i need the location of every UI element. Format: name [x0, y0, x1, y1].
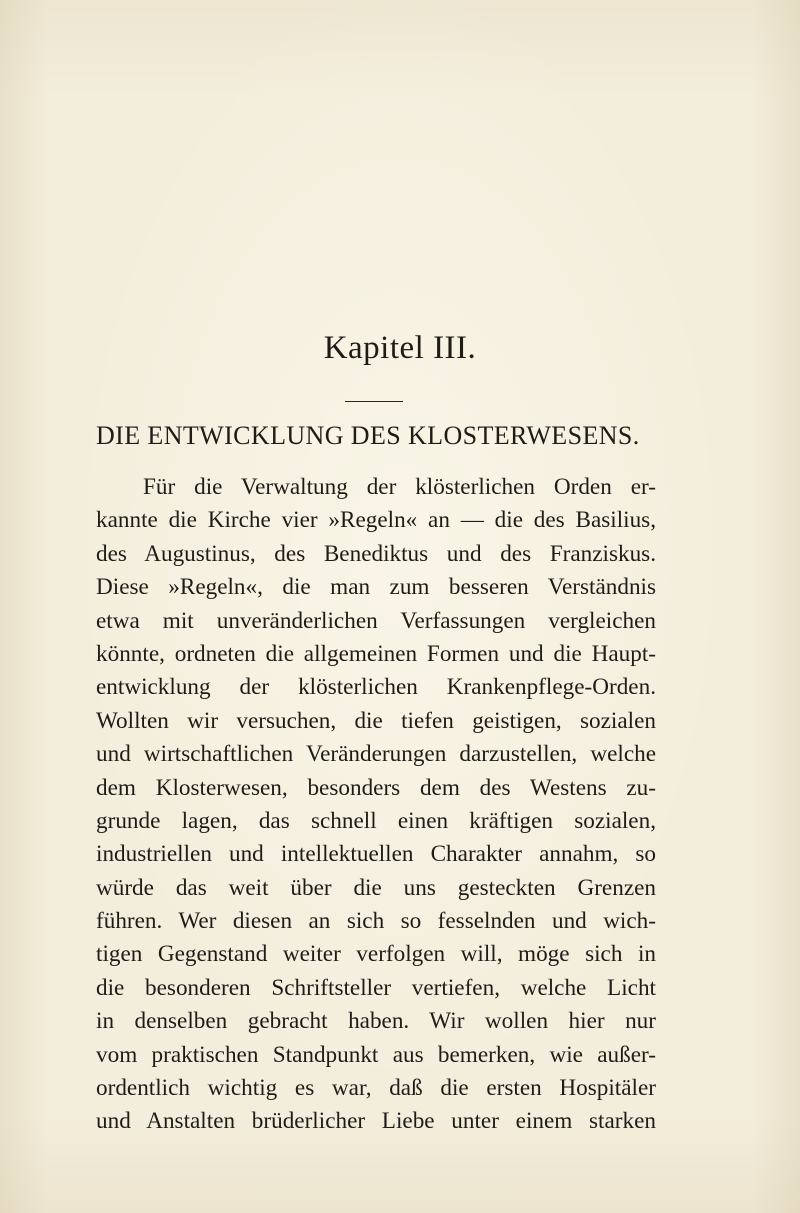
text-line: die besonderen Schriftsteller vertiefen, welche Licht — [96, 974, 656, 1001]
text-line: würde das weit über die uns gesteckten Grenzen — [96, 874, 656, 901]
text-line: entwicklung der klösterlichen Krankenpflege-Orden. — [96, 674, 656, 701]
text-line: des Augustinus, des Benediktus und des Franziskus. — [96, 540, 656, 567]
text-line: etwa mit unveränderlichen Verfassungen vergleichen — [96, 607, 656, 634]
text-line: dem Klosterwesen, besonders dem des Westens zu- — [96, 774, 656, 801]
chapter-heading: Kapitel III. — [323, 330, 477, 366]
section-title: DIE ENTWICKLUNG DES KLOSTERWESENS. — [96, 421, 640, 450]
text-line: und wirtschaftlichen Veränderungen darzustellen, welche — [96, 741, 656, 768]
text-line: grunde lagen, das schnell einen kräftigen sozialen, — [96, 807, 656, 834]
text-line: Für die Verwaltung der klösterlichen Orden er- — [143, 474, 656, 500]
text-line: und Anstalten brüderlicher Liebe unter einem starken — [96, 1108, 656, 1135]
text-line: könnte, ordneten die allgemeinen Formen und die Haupt- — [96, 640, 656, 667]
text-line: kannte die Kirche vier »Regeln« an — die des Basilius, — [96, 507, 656, 534]
text-line: industriellen und intellektuellen Charakter annahm, so — [96, 841, 656, 868]
text-line: Wollten wir versuchen, die tiefen geistigen, sozialen — [96, 707, 656, 734]
body-paragraph — [96, 471, 656, 1139]
text-line: in denselben gebracht haben. Wir wollen hier nur — [96, 1008, 656, 1035]
text-line: vom praktischen Standpunkt aus bemerken, wie außer- — [96, 1041, 656, 1068]
text-line: Diese »Regeln«, die man zum besseren Verständnis — [96, 574, 656, 601]
text-line: ordentlich wichtig es war, daß die ersten Hospitäler — [96, 1075, 656, 1102]
text-line: führen. Wer diesen an sich so fesselnden und wich- — [96, 908, 656, 935]
heading-divider — [345, 401, 403, 402]
text-line: tigen Gegenstand weiter verfolgen will, möge sich in — [96, 941, 656, 968]
